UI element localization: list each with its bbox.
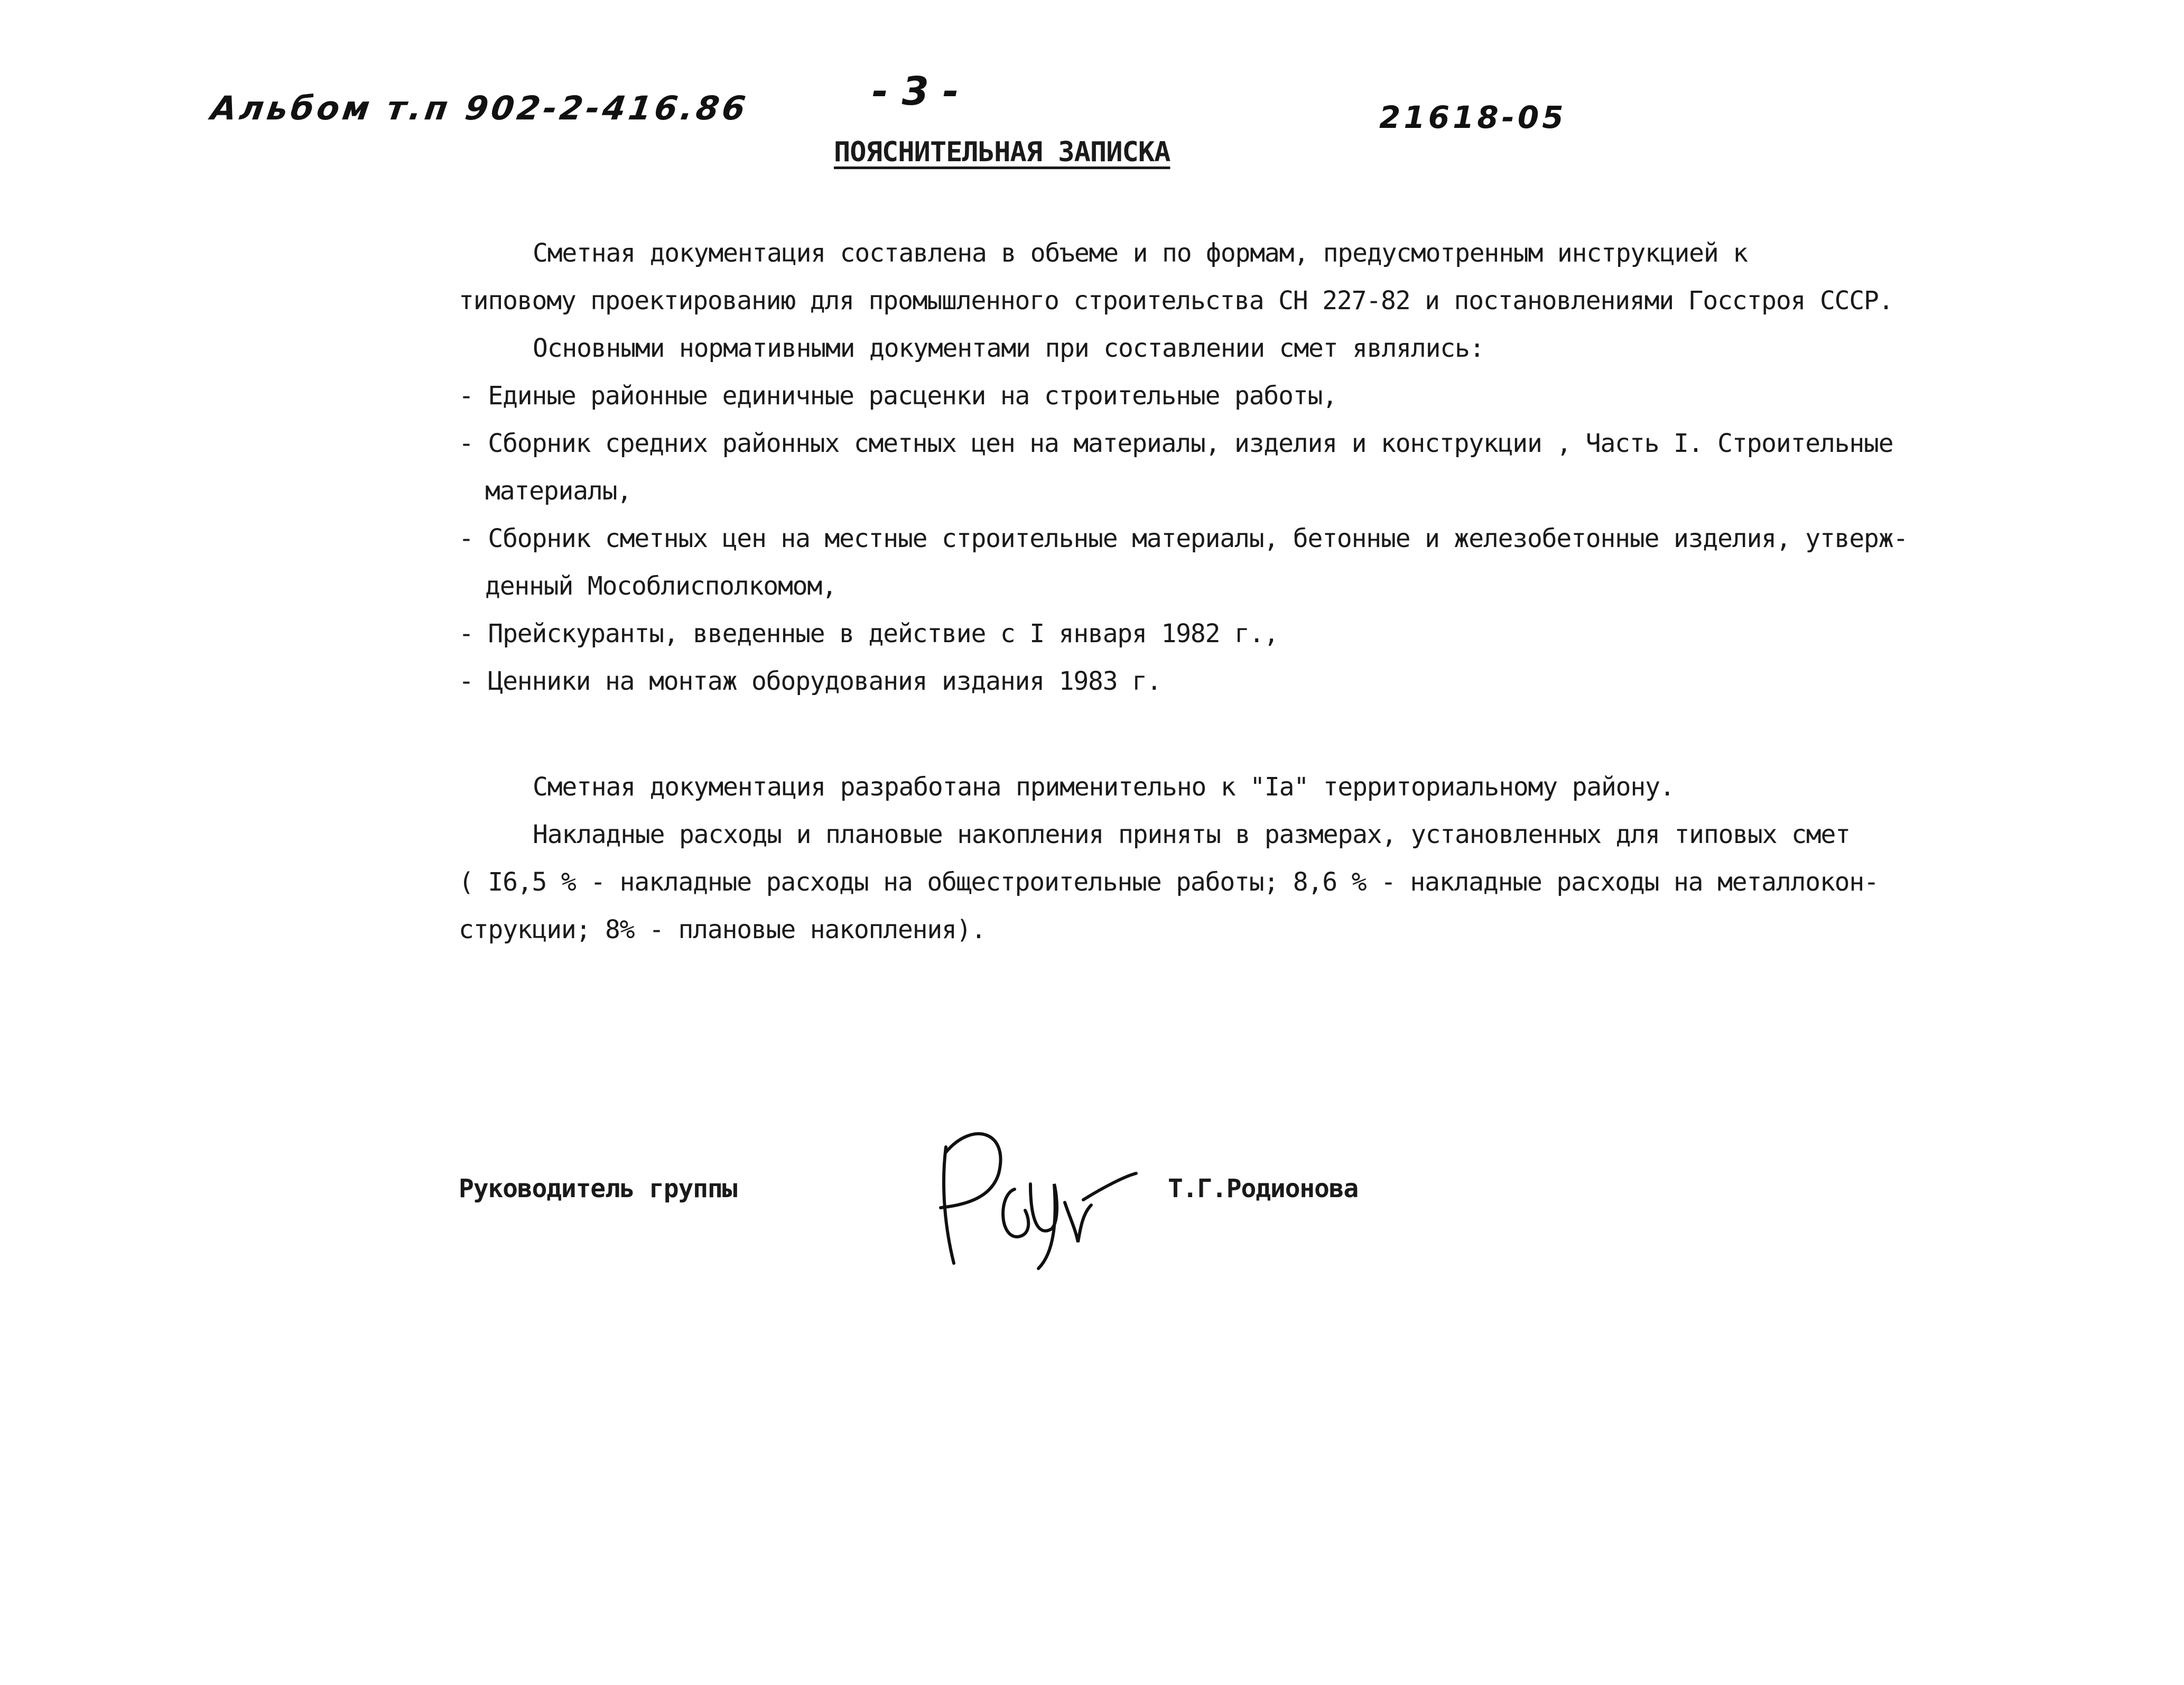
paragraph-1-line-1: Сметная документация составлена в объеме и по формам, предусмотренным инструкцией к [533,238,1748,268]
page-title: ПОЯСНИТЕЛЬНАЯ ЗАПИСКА [834,136,1170,168]
list-item-4: - Прейскуранты, введенные в действие с I января 1982 г., [459,619,1279,649]
paragraph-3: Сметная документация разработана применительно к "Iа" территориальному району. [533,772,1675,802]
paragraph-4-line-3: струкции; 8% - плановые накопления). [459,915,986,945]
signatory-name: Т.Г.Родионова [1168,1174,1359,1203]
paragraph-2: Основными нормативными документами при составлении смет являлись: [533,334,1484,363]
paragraph-4-line-2: ( I6,5 % - накладные расходы на общестроительные работы; 8,6 % - накладные расходы на металлокон- [459,867,1879,897]
signature-icon [925,1115,1147,1274]
page-number: - 3 - [872,69,959,114]
list-item-3-line-2: денный Мособлисполкомом, [485,571,837,601]
signatory-position: Руководитель группы [459,1174,737,1203]
list-item-3-line-1: - Сборник сметных цен на местные строительные материалы, бетонные и железобетонные изделия, утверж- [459,524,1908,553]
list-item-2-line-1: - Сборник средних районных сметных цен на материалы, изделия и конструкции , Часть I. Строительные [459,429,1893,458]
list-item-1: - Единые районные единичные расценки на строительные работы, [459,381,1337,411]
list-item-5: - Ценники на монтаж оборудования издания 1983 г. [459,666,1161,696]
album-reference: Альбом т.п 902-2-416.86 [208,89,751,127]
list-item-2-line-2: материалы, [485,476,631,506]
paragraph-4-line-1: Накладные расходы и плановые накопления приняты в размерах, установленных для типовых смет [533,820,1850,849]
document-code: 21618-05 [1379,99,1567,135]
paragraph-1-line-2: типовому проектированию для промышленного строительства СН 227-82 и постановлениями Госстроя СССР. [459,286,1893,316]
